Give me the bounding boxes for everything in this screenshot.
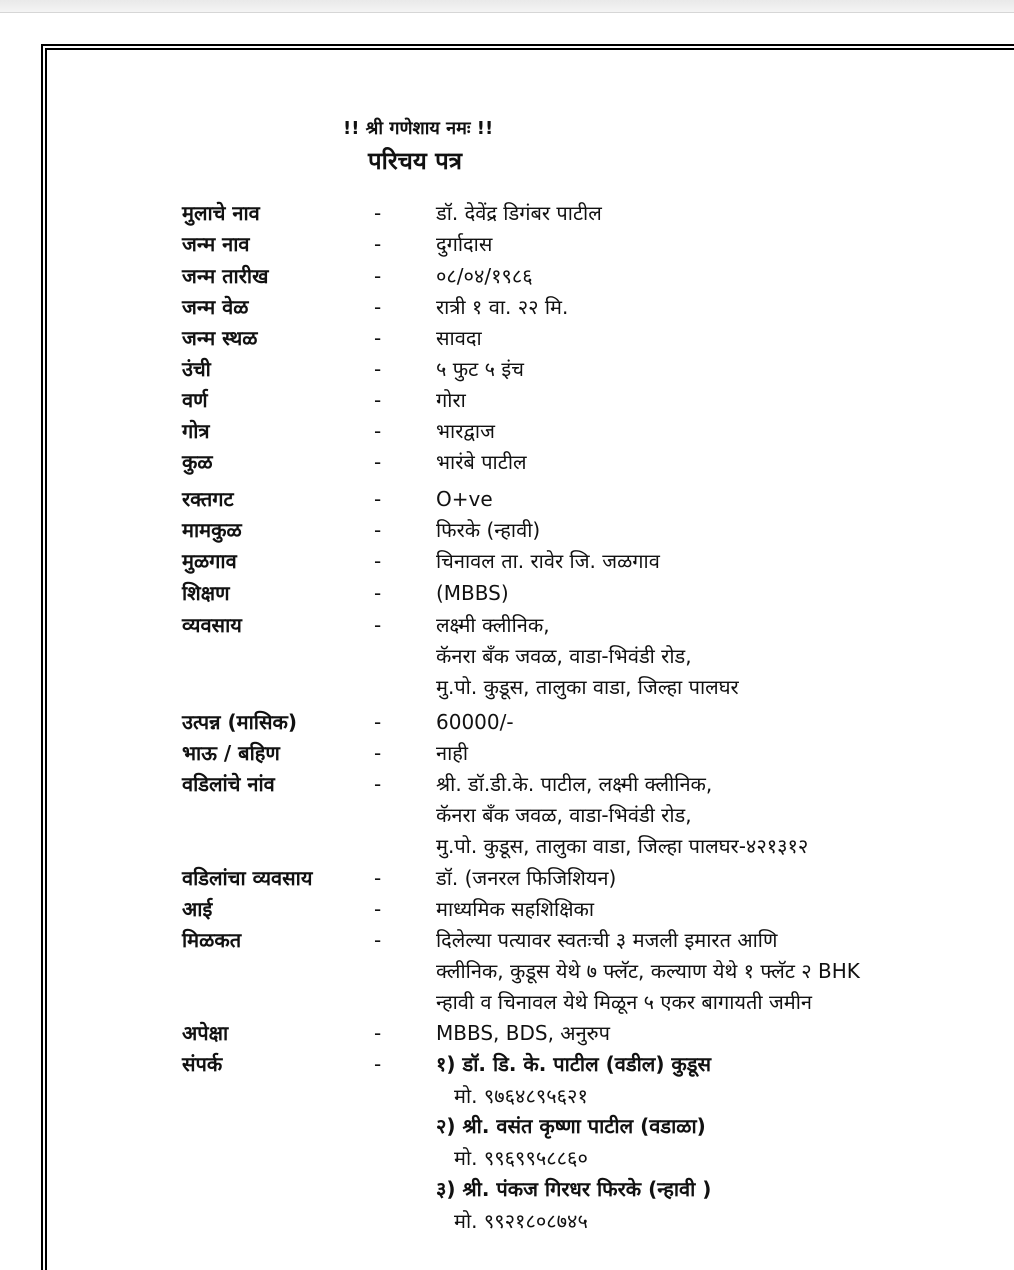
detail-separator: -	[374, 518, 382, 542]
detail-value	[436, 198, 996, 229]
detail-value	[436, 484, 996, 515]
invocation-line: !! श्री गणेशाय नमः !!	[343, 118, 494, 139]
detail-value	[436, 1018, 996, 1049]
detail-label: मुलाचे नाव	[182, 201, 260, 225]
detail-value-line: MBBS, BDS, अनुरुप	[436, 1021, 610, 1045]
detail-separator: -	[374, 1052, 382, 1076]
detail-label: संपर्क	[182, 1052, 223, 1076]
detail-value-line: रात्री १ वा. २२ मि.	[436, 295, 569, 319]
detail-separator: -	[374, 613, 382, 637]
detail-label: उत्पन्न (मासिक)	[182, 710, 297, 734]
document-title: परिचय पत्र	[368, 147, 463, 175]
detail-value-line: फिरके (न्हावी)	[436, 518, 541, 542]
detail-label: जन्म नाव	[182, 232, 250, 256]
detail-label: जन्म स्थळ	[182, 326, 258, 350]
detail-separator: -	[374, 741, 382, 765]
detail-value	[436, 610, 996, 703]
detail-separator: -	[374, 388, 382, 412]
detail-value-line: 60000/-	[436, 710, 514, 734]
detail-value	[436, 292, 996, 323]
detail-value-line: क्लीनिक, कुडूस येथे ७ फ्लॅट, कल्याण येथे १ फ्लॅट २ BHK	[436, 959, 860, 983]
detail-value-line: दुर्गादास	[436, 232, 493, 256]
detail-separator: -	[374, 450, 382, 474]
detail-value	[436, 515, 996, 546]
detail-value-line: (MBBS)	[436, 581, 509, 605]
contact-name: ३) श्री. पंकज गिरधर फिरके (न्हावी )	[436, 1177, 712, 1201]
contact-entry	[436, 1173, 711, 1237]
detail-value-line: ५ फुट ५ इंच	[436, 357, 524, 381]
detail-value-line: चिनावल ता. रावेर जि. जळगाव	[436, 549, 660, 573]
contact-phone: मो. ९९२१८०८७४५	[454, 1209, 588, 1233]
detail-value-line: नाही	[436, 741, 469, 765]
detail-value-line: गोरा	[436, 388, 466, 412]
detail-separator: -	[374, 549, 382, 573]
detail-value	[436, 546, 996, 577]
detail-value-line: ०८/०४/१९८६	[436, 264, 533, 288]
detail-label: उंची	[182, 357, 211, 381]
detail-label: शिक्षण	[182, 581, 230, 605]
detail-value	[436, 738, 996, 769]
detail-value-line: लक्ष्मी क्लीनिक,	[436, 613, 550, 637]
detail-separator: -	[374, 232, 382, 256]
detail-label: मामकुळ	[182, 518, 242, 542]
detail-separator: -	[374, 419, 382, 443]
detail-label: कुळ	[182, 450, 213, 474]
detail-value-line: श्री. डॉ.डी.के. पाटील, लक्ष्मी क्लीनिक,	[436, 772, 713, 796]
detail-value-line: O+ve	[436, 487, 493, 511]
detail-separator: -	[374, 357, 382, 381]
detail-separator: -	[374, 581, 382, 605]
detail-label: व्यवसाय	[182, 613, 242, 637]
detail-label: जन्म वेळ	[182, 295, 249, 319]
detail-label: अपेक्षा	[182, 1021, 229, 1045]
detail-value-line: सावदा	[436, 326, 482, 350]
detail-value-line: न्हावी व चिनावल येथे मिळून ५ एकर बागायती जमीन	[436, 990, 813, 1014]
detail-separator: -	[374, 326, 382, 350]
contact-phone: मो. ९९६९९५८८६०	[454, 1146, 588, 1170]
detail-value-line: भारद्वाज	[436, 419, 495, 443]
contact-name: १) डॉ. डि. के. पाटील (वडील) कुडूस	[436, 1052, 712, 1076]
detail-value	[436, 385, 996, 416]
detail-label: वर्ण	[182, 388, 208, 412]
detail-separator: -	[374, 201, 382, 225]
detail-separator: -	[374, 710, 382, 734]
detail-label: वडिलांचा व्यवसाय	[182, 866, 313, 890]
detail-separator: -	[374, 1021, 382, 1045]
detail-value	[436, 925, 996, 1018]
detail-value-line: डॉ. (जनरल फिजिशियन)	[436, 866, 617, 890]
detail-value-line: कॅनरा बॅंक जवळ, वाडा-भिवंडी रोड,	[436, 803, 692, 827]
detail-value	[436, 769, 996, 862]
detail-label: आई	[182, 897, 213, 921]
detail-value-line: भारंबे पाटील	[436, 450, 527, 474]
detail-value	[436, 261, 996, 292]
detail-separator: -	[374, 295, 382, 319]
contact-entry	[436, 1048, 711, 1112]
detail-value	[436, 578, 996, 609]
top-strip	[0, 0, 1014, 13]
detail-separator: -	[374, 897, 382, 921]
detail-label: गोत्र	[182, 419, 210, 443]
detail-value-line: दिलेल्या पत्यावर स्वतःची ३ मजली इमारत आणि	[436, 928, 778, 952]
detail-value-line: डॉ. देवेंद्र डिगंबर पाटील	[436, 201, 602, 225]
detail-value-line: मु.पो. कुडूस, तालुका वाडा, जिल्हा पालघर	[436, 675, 739, 699]
detail-value	[436, 354, 996, 385]
detail-value	[436, 863, 996, 894]
contact-name: २) श्री. वसंत कृष्णा पाटील (वडाळा)	[436, 1114, 706, 1138]
detail-value	[436, 416, 996, 447]
detail-value-line: मु.पो. कुडूस, तालुका वाडा, जिल्हा पालघर-४२१३१२	[436, 834, 809, 858]
detail-label: वडिलांचे नांव	[182, 772, 275, 796]
detail-label: जन्म तारीख	[182, 264, 269, 288]
detail-separator: -	[374, 264, 382, 288]
detail-value-line: माध्यमिक सहशिक्षिका	[436, 897, 595, 921]
detail-value	[436, 229, 996, 260]
detail-value	[436, 323, 996, 354]
detail-label: मुळगाव	[182, 549, 237, 573]
detail-value	[436, 894, 996, 925]
detail-value	[436, 707, 996, 738]
detail-value	[436, 447, 996, 478]
detail-separator: -	[374, 866, 382, 890]
contact-phone: मो. ९७६४८९५६२१	[454, 1084, 588, 1108]
detail-separator: -	[374, 928, 382, 952]
detail-separator: -	[374, 487, 382, 511]
detail-separator: -	[374, 772, 382, 796]
detail-label: रक्तगट	[182, 487, 234, 511]
contact-entry	[436, 1110, 706, 1174]
detail-value-line: कॅनरा बॅंक जवळ, वाडा-भिवंडी रोड,	[436, 644, 692, 668]
detail-label: भाऊ / बहिण	[182, 741, 280, 765]
detail-label: मिळकत	[182, 928, 242, 952]
